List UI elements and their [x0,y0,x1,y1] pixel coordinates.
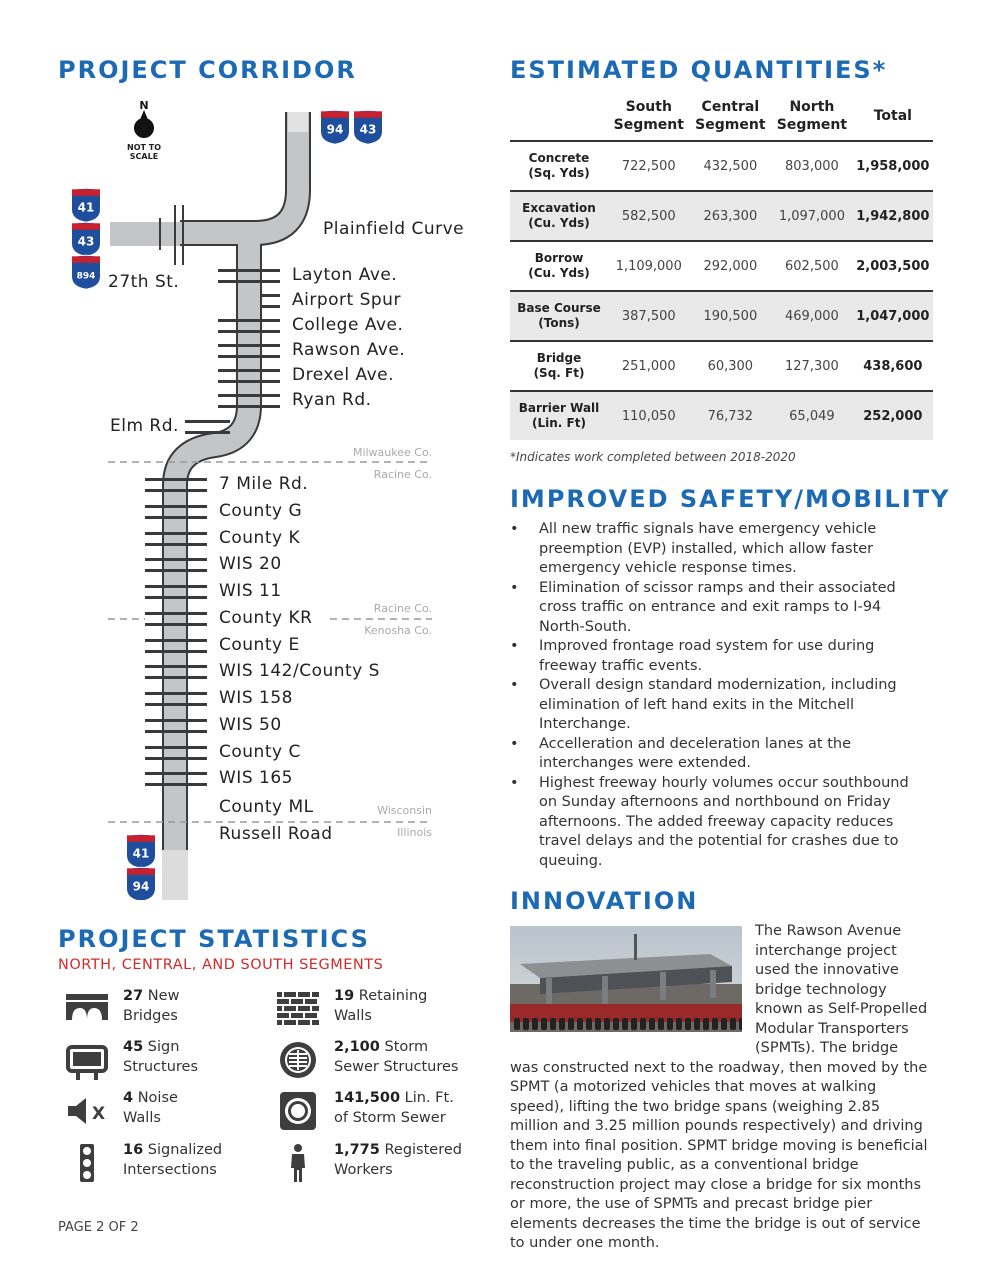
innovation-heading: INNOVATION [510,887,699,915]
interchange-ramp-mark [145,623,207,626]
statistic-value: 4 [123,1090,134,1106]
safety-heading: IMPROVED SAFETY/MOBILITY [510,485,951,513]
svg-text:NOT TO: NOT TO [127,143,161,152]
map-label-interchange: County G [219,501,303,521]
statistic-label-line2: Workers [334,1161,393,1178]
statistics-heading: PROJECT STATISTICS [58,925,370,953]
interchange-ramp-mark [218,344,280,347]
quantities-cell: 582,500 [608,191,690,241]
map-label-interchange: WIS 158 [219,688,293,708]
noise-wall-icon [64,1090,110,1132]
interchange-ramp-mark [262,305,280,308]
map-label-interchange: County ML [219,797,314,817]
map-label-interchange: County C [219,742,301,762]
quantities-cell: 1,109,000 [608,241,690,291]
statistic-value: 45 [123,1039,144,1055]
map-label-27th-st: 27th St. [108,272,180,292]
interstate-894-shield-icon [72,256,100,289]
quantities-row [510,191,933,241]
quantities-total-cell: 1,047,000 [853,291,933,341]
map-label-interchange: College Ave. [292,315,404,335]
interstate-41-shield-icon [127,835,155,868]
svg-text:X: X [92,1104,106,1124]
map-label-elm-rd: Elm Rd. [110,416,179,436]
quantities-corner [510,96,608,141]
quantities-cell: 127,300 [771,341,853,391]
interchange-ramp-mark [145,639,207,642]
statistic-retaining-wall [334,987,514,1026]
statistic-label-line2: Walls [123,1109,161,1126]
quantities-row-label: Excavation (Cu. Yds) [510,191,608,241]
quantities-column-header: South Segment [608,96,690,141]
quantities-total-cell: 1,942,800 [853,191,933,241]
interchange-ramp-mark [145,783,207,786]
quantities-cell: 190,500 [690,291,772,341]
quantities-total-cell: 1,958,000 [853,141,933,191]
statistic-worker [334,1141,514,1180]
quantities-column-header: Total [853,96,933,141]
map-label-interchange: Drexel Ave. [292,365,395,385]
interstate-94-shield-icon [321,111,349,144]
safety-list-item: • Overall design standard modernization, including elimination of left hand exits in the Mitchell Interchange. [510,676,930,735]
quantities-cell: 263,300 [690,191,772,241]
bridge-icon [64,988,110,1030]
interchange-ramp-mark [185,420,230,423]
interchange-ramp-mark [218,269,280,272]
interchange-ramp-mark [145,585,207,588]
quantities-cell: 292,000 [690,241,772,291]
statistic-value: 1,775 [334,1142,380,1158]
freeway-south-fade [162,850,188,900]
county-line-label-top: Racine Co. [373,602,432,615]
interchange-ramp-mark [145,650,207,653]
interchange-ramp-mark [145,596,207,599]
interstate-43-shield-icon [72,223,100,256]
interchange-ramp-mark [145,703,207,706]
quantities-heading: ESTIMATED QUANTITIES* [510,56,888,84]
statistic-value: 2,100 [334,1039,380,1055]
safety-list-item: • All new traffic signals have emergency vehicle preemption (EVP) installed, which allow faster emergency vehicle response times. [510,520,930,579]
quantities-row-label: Concrete (Sq. Yds) [510,141,608,191]
map-label-interchange: Layton Ave. [292,265,398,285]
interchange-ramp-mark [145,757,207,760]
interchange-ramp-mark [145,719,207,722]
quantities-table [510,96,933,440]
county-line-label-bottom: Illinois [397,826,432,839]
county-line-label-top: Wisconsin [377,804,432,817]
statistic-value: 16 [123,1142,144,1158]
map-label-interchange: WIS 50 [219,715,282,735]
svg-text:41: 41 [132,846,150,861]
svg-text:41: 41 [77,200,95,215]
traffic-signal-icon [64,1142,110,1184]
statistic-label: Noise [137,1090,178,1106]
county-line-label-top: Milwaukee Co. [352,446,432,459]
interchange-ramp-mark [218,330,280,333]
storm-sewer-structure-icon [275,1039,321,1081]
quantities-total-cell: 2,003,500 [853,241,933,291]
svg-text:94: 94 [132,879,150,894]
quantities-cell: 803,000 [771,141,853,191]
statistic-value: 141,500 [334,1090,401,1106]
svg-text:SCALE: SCALE [129,152,159,161]
statistic-label: Storm [384,1039,429,1055]
map-label-interchange: WIS 142/County S [219,661,380,681]
interchange-ramp-mark [145,569,207,572]
quantities-footnote: *Indicates work completed between 2018-2020 [510,450,796,464]
map-label-interchange: County KR [219,608,313,628]
retaining-wall-icon [275,988,321,1030]
quantities-row-label: Bridge (Sq. Ft) [510,341,608,391]
quantities-row-label: Base Course (Tons) [510,291,608,341]
quantities-row-label: Barrier Wall (Lin. Ft) [510,391,608,440]
statistic-label-line2: Sewer Structures [334,1058,459,1075]
interchange-ramp-mark [145,478,207,481]
corridor-heading: PROJECT CORRIDOR [58,56,357,84]
interchange-ramp-mark [145,612,207,615]
sign-structure-icon [64,1039,110,1081]
map-label-interchange: 7 Mile Rd. [219,474,309,494]
interchange-ramp-mark [145,543,207,546]
page-number: PAGE 2 OF 2 [58,1220,139,1235]
statistic-label: New [147,988,180,1004]
quantities-row [510,291,933,341]
map-label-interchange: WIS 11 [219,581,282,601]
quantities-cell: 432,500 [690,141,772,191]
map-label-interchange: Russell Road [219,824,333,844]
statistic-label-line2: Structures [123,1058,199,1075]
safety-list-item: • Highest freeway hourly volumes occur southbound on Sunday afternoons and northbound on Friday afternoons. The added freeway capacity reduces travel delays and the potential for crashes due to queuing. [510,774,930,872]
interchange-ramp-mark [145,532,207,535]
quantities-total-cell: 438,600 [853,341,933,391]
quantities-cell: 1,097,000 [771,191,853,241]
freeway-north-fade [288,112,308,132]
west-spur-roadway [110,222,180,246]
quantities-cell: 602,500 [771,241,853,291]
interstate-43-shield-icon [354,111,382,144]
interchange-ramp-mark [218,405,280,408]
interchange-ramp-mark [218,369,280,372]
quantities-column-header: Central Segment [690,96,772,141]
interchange-ramp-mark [145,516,207,519]
map-label-interchange: WIS 165 [219,768,293,788]
safety-list-item: • Improved frontage road system for use during freeway traffic events. [510,637,930,676]
county-line-label-bottom: Racine Co. [373,468,432,481]
statistic-label: Signalized [147,1142,223,1158]
map-label-interchange: County E [219,635,300,655]
quantities-cell: 110,050 [608,391,690,440]
quantities-cell: 387,500 [608,291,690,341]
statistic-value: 27 [123,988,144,1004]
north-label: N [139,100,149,112]
interchange-ramp-mark [145,746,207,749]
map-label-interchange: County K [219,528,301,548]
interstate-94-shield-icon [127,868,155,900]
statistic-storm-sewer-pipe [334,1089,514,1128]
storm-sewer-pipe-icon [275,1090,321,1132]
interchange-ramp-mark [145,489,207,492]
interchange-ramp-mark [145,558,207,561]
safety-list [510,520,930,871]
quantities-cell: 60,300 [690,341,772,391]
quantities-cell: 65,049 [771,391,853,440]
statistic-label: Sign [147,1039,180,1055]
quantities-cell: 722,500 [608,141,690,191]
svg-text:43: 43 [359,122,377,137]
interchange-ramp-mark [145,730,207,733]
interchange-ramp-mark [145,505,207,508]
worker-icon [275,1142,321,1184]
statistics-subheading: NORTH, CENTRAL, AND SOUTH SEGMENTS [58,957,384,973]
north-arrow-icon [127,100,161,161]
interchange-ramp-mark [218,280,280,283]
map-label-plainfield-curve: Plainfield Curve [323,219,465,239]
county-line-label-bottom: Kenosha Co. [364,624,432,637]
interchange-ramp-mark [218,380,280,383]
interchange-ramp-mark [145,665,207,668]
map-label-interchange: WIS 20 [219,554,282,574]
interchange-ramp-mark [145,692,207,695]
statistic-label: Retaining [358,988,428,1004]
statistic-storm-sewer-structure [334,1038,514,1077]
svg-text:94: 94 [326,122,344,137]
quantities-cell: 251,000 [608,341,690,391]
quantities-cell: 76,732 [690,391,772,440]
interchange-ramp-mark [185,431,230,434]
quantities-column-header: North Segment [771,96,853,141]
statistic-label-line2: of Storm Sewer [334,1109,446,1126]
quantities-header-row [510,96,933,141]
quantities-row [510,391,933,440]
map-label-interchange: Rawson Ave. [292,340,406,360]
safety-list-item: • Accelleration and deceleration lanes at the interchanges were extended. [510,735,930,774]
spmt-bridge-photo [510,926,742,1032]
svg-text:894: 894 [76,271,96,282]
statistic-label: Registered [384,1142,462,1158]
interchange-ramp-mark [145,772,207,775]
quantities-row [510,341,933,391]
safety-list-item: • Elimination of scissor ramps and their associated cross traffic on entrance and exit ramps to I-94 North-South. [510,579,930,638]
map-label-interchange: Airport Spur [292,290,401,310]
statistic-label: Lin. Ft. [404,1090,454,1106]
quantities-cell: 469,000 [771,291,853,341]
interchange-ramp-mark [262,294,280,297]
interchange-ramp-mark [145,676,207,679]
quantities-row-label: Borrow (Cu. Yds) [510,241,608,291]
map-label-interchange: Ryan Rd. [292,390,372,410]
interchange-ramp-mark [218,319,280,322]
statistic-label-line2: Walls [334,1007,372,1024]
interchange-ramp-mark [218,394,280,397]
interstate-41-shield-icon [72,189,100,222]
statistic-label-line2: Intersections [123,1161,217,1178]
innovation-paragraph: The Rawson Avenue interchange project used the innovative bridge technology known as Self-Propelled Modular Transporters (SPMTs). The bridge was constructed next to the roadway, then moved by the SPMT (a motorized vehicles that moves at walking speed), lifting the two bridge spans (weighing 2.85 million and 3.25 million pounds respectively) and driving them into final position. SPMT bridge moving is beneficial to the traveling public, as a conventional bridge reconstruction project may close a bridge for six months or more, the use of SPMTs and precast bridge pier elements decreases the time the bridge is out of service to under one month. [510,923,928,1251]
svg-text:43: 43 [77,234,95,249]
interchange-ramp-mark [218,355,280,358]
statistic-value: 19 [334,988,355,1004]
statistic-label-line2: Bridges [123,1007,178,1024]
quantities-row [510,241,933,291]
quantities-total-cell: 252,000 [853,391,933,440]
quantities-row [510,141,933,191]
